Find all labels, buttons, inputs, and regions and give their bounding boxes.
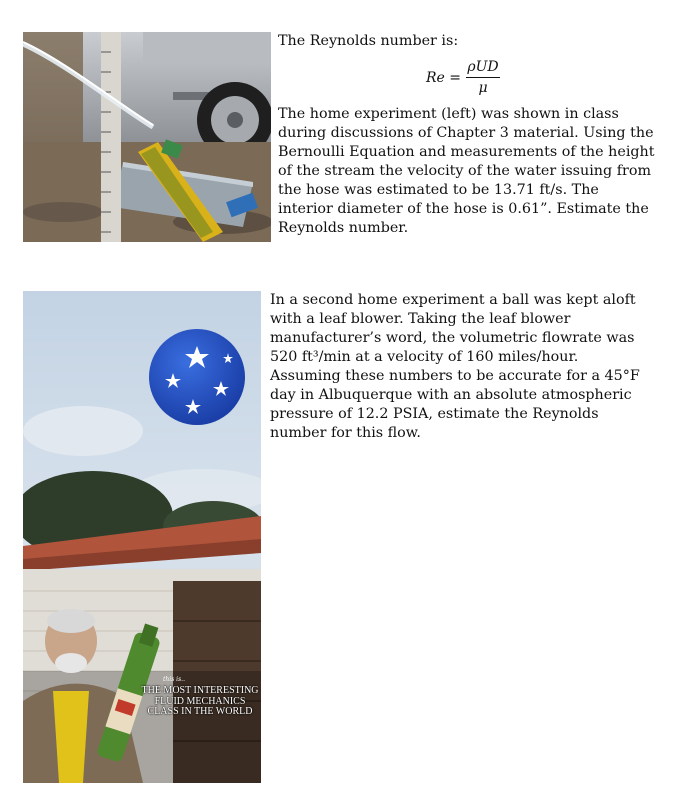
caption-line-3: CLASS IN THE WORLD bbox=[147, 706, 253, 717]
hose-experiment-paragraph: The home experiment (left) was shown in class during discussions of Chapter 3 material. Using the Bernoulli Equation and measurements of the height of the stream the velocity of the water issuing from the hose was estimated to be 13.71 ft/s. The interior diameter of the hose is 0.61”. Estimate the Reynolds number. bbox=[278, 106, 655, 236]
caption-intro: this is.. bbox=[163, 676, 185, 683]
formula-fraction bbox=[466, 59, 500, 96]
formula-numerator: ρUD bbox=[467, 59, 499, 75]
leaf-blower-paragraph: In a second home experiment a ball was kept aloft with a leaf blower. Taking the leaf blower manufacturer’s word, the volumetric flowrate was 520 ft³/min at a velocity of 160 miles/hour. Assuming these numbers to be accurate for a 45°F day in Albuquerque with an absolute atmospheric pressure of 12.2 PSIA, estimate the Reynolds number for this flow. bbox=[270, 292, 640, 441]
formula-denominator: μ bbox=[478, 80, 488, 96]
caption-line-2: FLUID MECHANICS bbox=[154, 695, 246, 707]
reynolds-formula bbox=[426, 59, 506, 99]
hose-experiment-photo bbox=[23, 32, 271, 242]
caption-line-1: THE MOST INTERESTING bbox=[141, 685, 259, 696]
reynolds-number-section bbox=[278, 32, 658, 236]
fraction-bar bbox=[466, 77, 500, 78]
caption-headline bbox=[135, 686, 265, 718]
formula-lhs: Re = bbox=[426, 70, 462, 86]
intro-text: The Reynolds number is: bbox=[278, 33, 459, 49]
